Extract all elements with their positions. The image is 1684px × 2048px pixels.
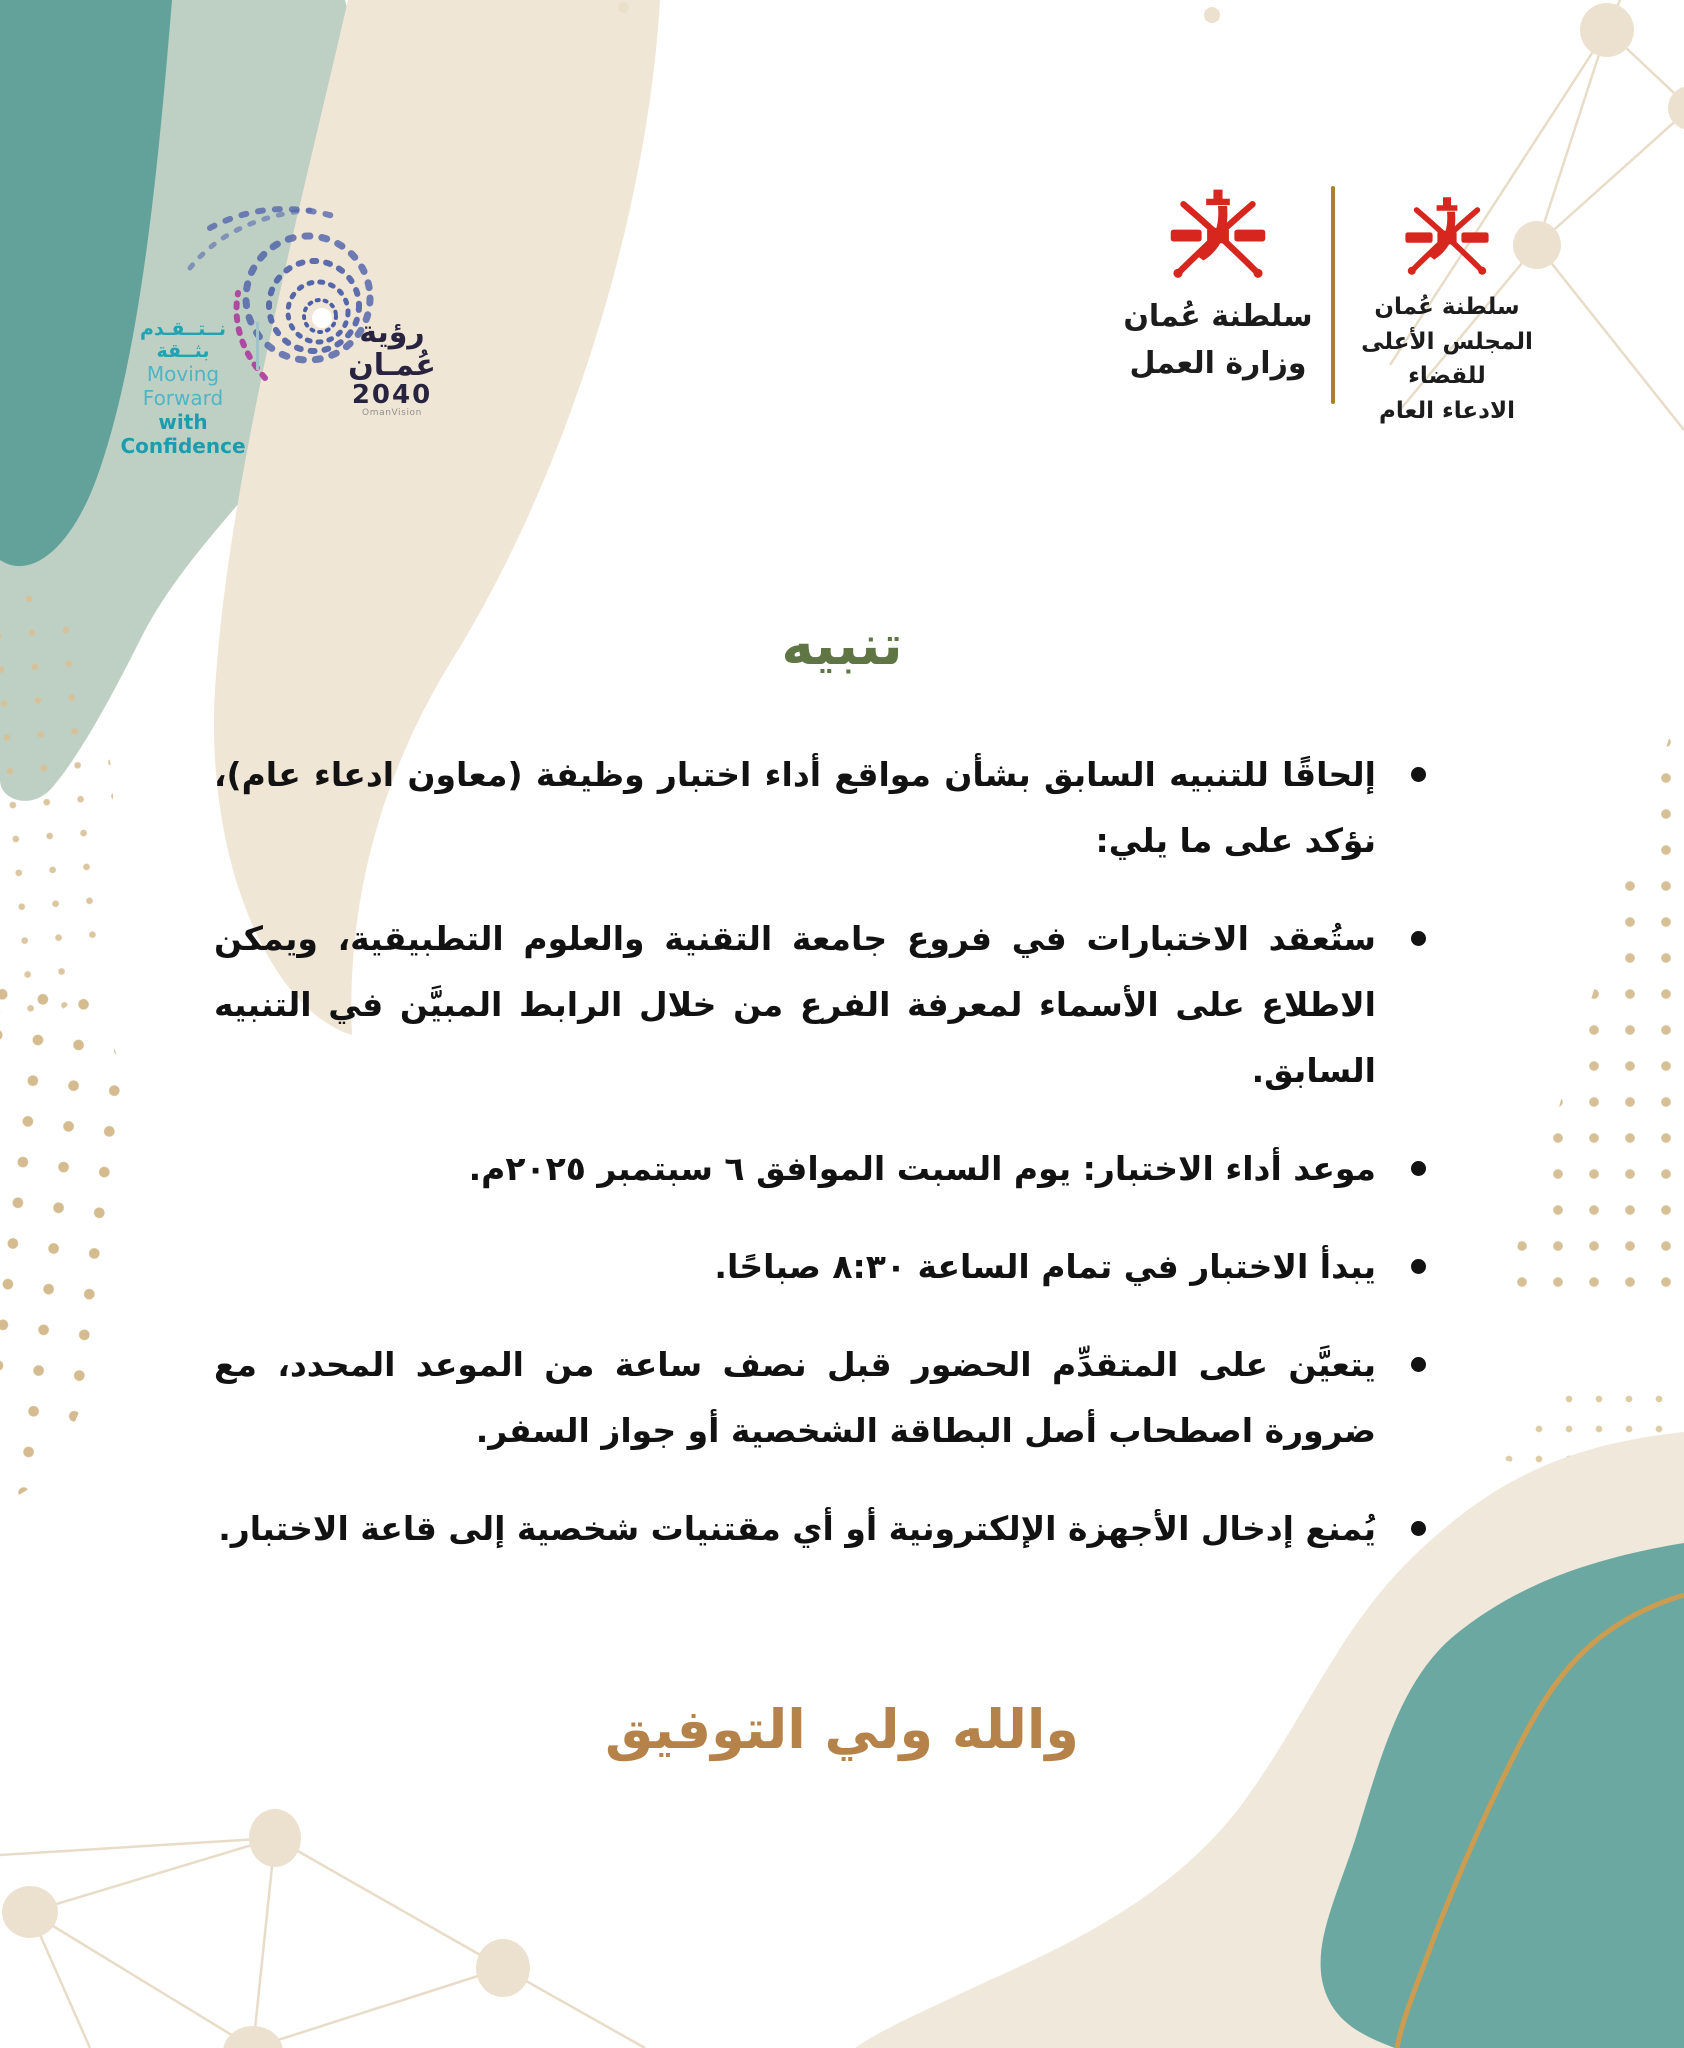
constellation-node [1668,86,1684,130]
constellation-node [223,2026,283,2048]
constellation-node [249,1809,301,1867]
right-dot-wedge [1468,688,1684,1296]
vision2040-wordmark [316,316,468,419]
vision2040-divider-line [256,322,259,370]
public-prosecution-logo [1348,194,1546,428]
prosecution-name-label: الادعاء العام [1379,397,1515,424]
constellation-dot [618,2,629,13]
bullet-arrival-requirement: يتعيَّن على المتقدِّم الحضور قبل نصف ساعة من الموعد المحدد، مع ضرورة اصطحاب أصل البطاقة الشخصية أو جواز السفر. [214,1332,1450,1464]
constellation-node [1204,7,1220,23]
bullet-exam-date: موعد أداء الاختبار: يوم السبت الموافق ٦ سبتمبر ٢٠٢٥م. [214,1136,1450,1202]
constellation-node [476,1939,530,1997]
vision2040-tagline [116,318,250,458]
prosecution-country-label: سلطنة عُمان [1374,294,1520,320]
oman-emblem-icon [1399,194,1495,282]
labour-country-label: سلطنة عُمان [1123,299,1313,334]
logo-gold-divider [1331,186,1335,404]
vision2040-wordmark-arabic: رؤية عُمـان [348,315,436,383]
closing-dua-calligraphy: والله ولي التوفيق [605,1698,1079,1761]
bullet-prohibited-items: يُمنع إدخال الأجهزة الإلكترونية أو أي مقتنيات شخصية إلى قاعة الاختبار. [214,1496,1450,1562]
notice-title: تنبيه [781,612,903,677]
bullet-exam-locations: ستُعقد الاختبارات في فروع جامعة التقنية والعلوم التطبيقية، ويمكن الاطلاع على الأسماء لمعرفة الفرع من خلال الرابط المبيَّن في التنبيه السابق. [214,906,1450,1104]
labour-ministry-label: وزارة العمل [1129,345,1307,381]
bullet-intro: إلحاقًا للتنبيه السابق بشأن مواقع أداء اختبار وظيفة (معاون ادعاء عام)، نؤكد على ما يلي: [214,742,1450,874]
notice-bullet-list [214,742,1450,1594]
prosecution-council-label: المجلس الأعلى للقضاء [1361,328,1533,389]
constellation-node [2,1886,58,1938]
bullet-exam-time: يبدأ الاختبار في تمام الساعة ٨:٣٠ صباحًا. [214,1234,1450,1300]
ministry-of-labour-logo [1092,186,1344,387]
oman-emblem-icon [1163,186,1273,286]
vision2040-wordmark-year: 2040 [351,380,433,410]
vision2040-tagline-arabic: نــتــقـدم بثــقة [140,318,226,362]
vision2040-tagline-english-line1: Moving Forward [142,362,224,410]
constellation-node [1580,3,1634,57]
vision2040-tagline-english-line2: with Confidence [120,410,246,458]
vision2040-wordmark-english: OmanVision [362,408,422,418]
